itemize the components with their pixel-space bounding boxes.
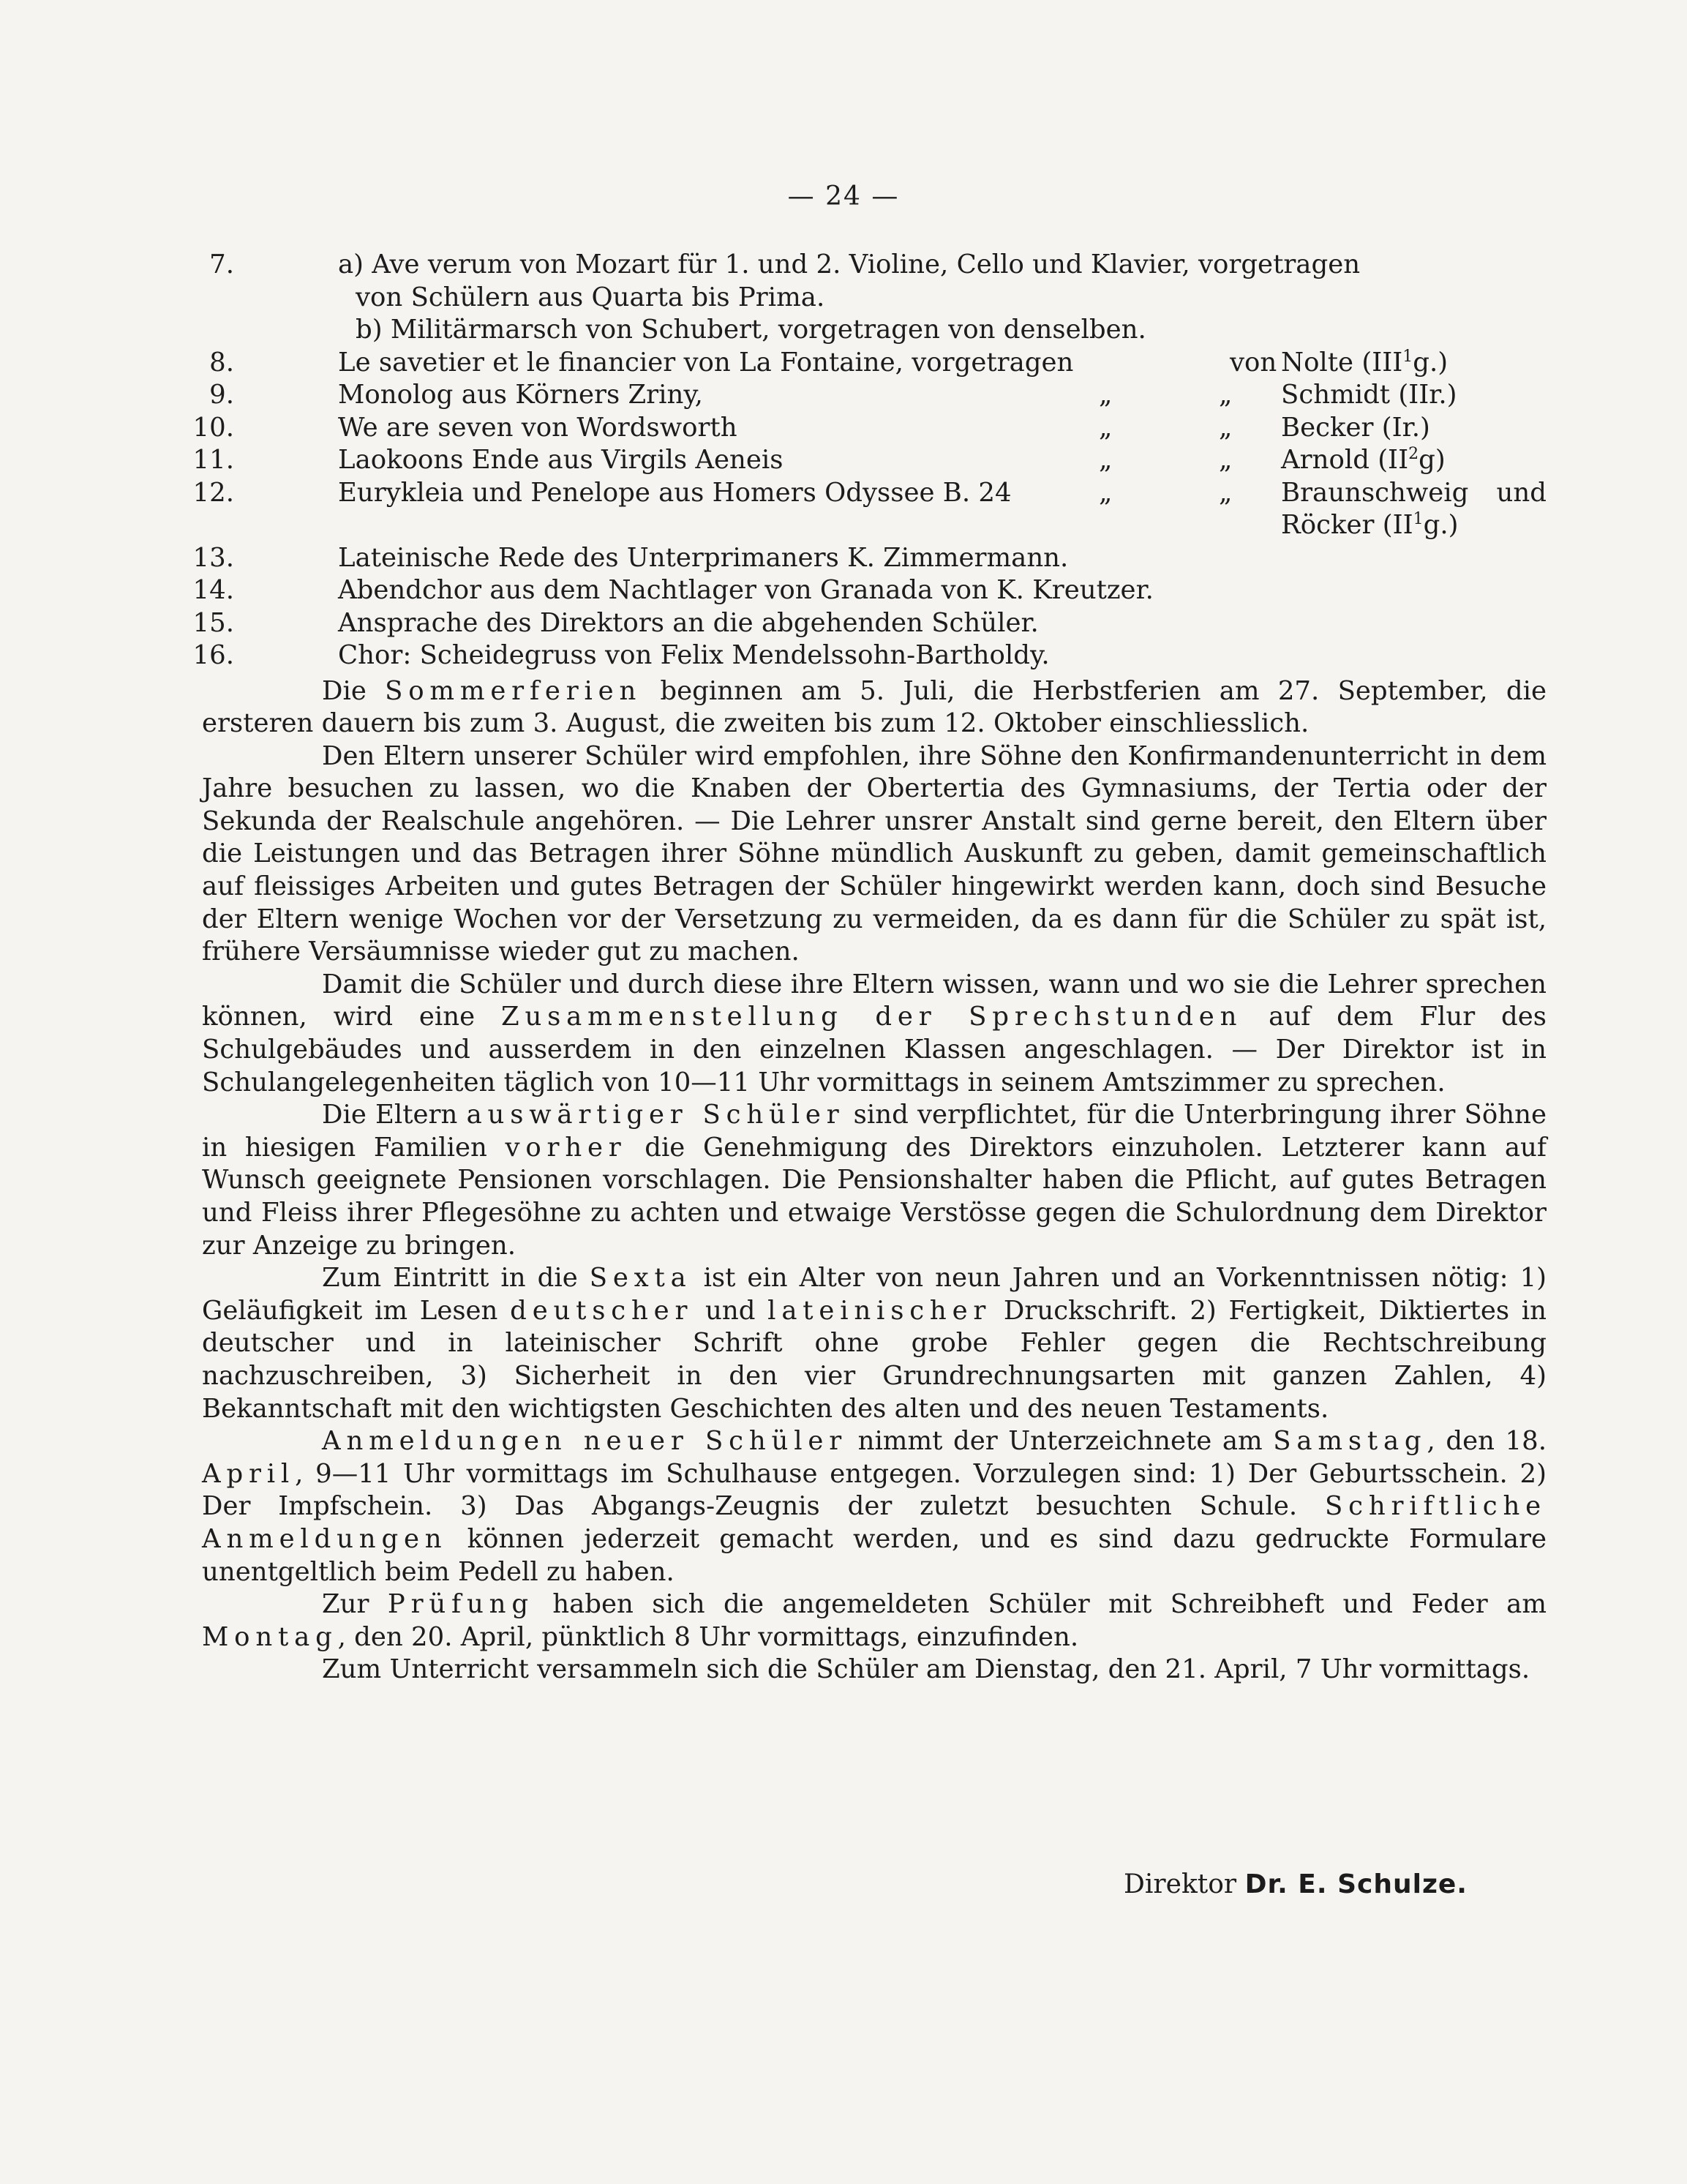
ditto-mark: „ — [1099, 445, 1113, 475]
item-title: We are seven von Wordsworth — [338, 412, 737, 443]
program-item-13 — [192, 542, 1547, 575]
program-item-15 — [192, 607, 1547, 640]
paragraph-exam: Zur Prüfung haben sich die angemeldeten Schüler mit Schreibheft und Feder am Montag, den 20. April, pünktlich 8 Uhr vormittags, einzufinden. — [202, 1589, 1547, 1652]
paragraph-confirmation: Den Eltern unserer Schüler wird empfohlen, ihre Söhne den Konfirmandenunterricht in dem Jahre besuchen zu lassen, wo die Knaben der Obertertia des Gymnasiums, der Tertia oder der Sekunda der Realschule angehören. — Die Lehrer unsrer Anstalt sind gerne bereit, den Eltern über die Leistungen und das Betragen ihrer Söhne mündlich Auskunft zu geben, damit gemeinschaftlich auf fleissiges Arbeiten und gutes Betragen der Schüler hingewirkt werden kann, doch sind Besuche der Eltern wenige Wochen vor der Versetzung zu vermeiden, da es dann für die Schüler zu spät ist, frühere Versäumnisse wieder gut zu machen. — [202, 740, 1547, 967]
ditto-mark: „ — [1219, 477, 1233, 508]
item-title: Laokoons Ende aus Virgils Aeneis — [338, 445, 784, 475]
item-number: 13. — [192, 542, 234, 573]
ditto-mark: „ — [1099, 477, 1113, 508]
item-number: 14. — [192, 575, 234, 605]
program-item-8 — [202, 347, 1547, 380]
item-number: 10. — [192, 412, 234, 443]
item-title: Ansprache des Direktors an die abgehenden Schüler. — [338, 607, 1039, 638]
paragraph-holidays: Die Sommerferien beginnen am 5. Juli, die Herbstferien am 27. September, die ersteren dauern bis zum 3. August, die zweiten bis zum 12. Oktober einschliesslich. — [202, 675, 1547, 739]
ditto-mark: „ — [1099, 380, 1113, 410]
program-item-9 — [202, 379, 1547, 412]
paragraph-external-pupils: Die Eltern auswärtiger Schüler sind verpflichtet, für die Unterbringung ihrer Söhne in hiesigen Familien vorher die Genehmigung des Direktors einzuholen. Letzterer kann auf Wunsch geeignete Pensionen vorschlagen. Die Pensionshalter haben die Pflicht, auf gutes Betragen und Fleiss ihrer Pflegesöhne zu achten und etwaige Verstösse gegen die Schulordnung dem Direktor zur Anzeige zu bringen. — [202, 1100, 1547, 1261]
ditto-mark: „ — [1099, 412, 1113, 443]
item-performer: Braunschweig — [1281, 477, 1469, 508]
item-performer-2: Röcker $(II^1g.)$ — [1281, 510, 1459, 540]
ditto-mark: „ — [1219, 445, 1233, 475]
item-performer: Becker (Ir.) — [1281, 412, 1430, 443]
program-item-14 — [192, 574, 1547, 607]
item-title: Monolog aus Körners Zriny, — [338, 380, 703, 410]
item-text-b: b) Militärmarsch von Schubert, vorgetragen von denselben. — [356, 315, 1146, 345]
item-number: 16. — [192, 640, 234, 670]
item-title: Chor: Scheidegruss von Felix Mendelssohn-Bartholdy. — [338, 640, 1050, 670]
program-item-7 — [202, 249, 1547, 314]
item-performer: Arnold $(II^2g)$ — [1281, 445, 1446, 475]
item-und: und — [1496, 477, 1547, 508]
program-item-16 — [192, 639, 1547, 672]
item-number: 8. — [209, 347, 234, 378]
paragraph-registration: Anmeldungen neuer Schüler nimmt der Unterzeichnete am Samstag, den 18. April, 9—11 Uhr vormittags im Schulhause entgegen. Vorzulegen sind: 1) Der Geburtsschein. 2) Der Impfschein. 3) Das Abgangs-Zeugnis der zuletzt besuchten Schule. Schriftliche Anmeldungen können jederzeit gemacht werden, und es sind dazu gedruckte Formulare unentgeltlich beim Pedell zu haben. — [202, 1426, 1547, 1587]
item-text-a-cont: von Schülern aus Quarta bis Prima. — [356, 282, 825, 312]
item-number: 12. — [192, 477, 234, 508]
program-list — [192, 249, 1547, 672]
page-number: — 24 — — [787, 181, 900, 211]
paragraph-classes-start: Zum Unterricht versammeln sich die Schüler am Dienstag, den 21. April, 7 Uhr vormittags. — [322, 1654, 1530, 1685]
item-number: 7. — [209, 249, 234, 279]
item-performer: Schmidt (IIr.) — [1281, 380, 1457, 410]
item-title: Abendchor aus dem Nachtlager von Granada von K. Kreutzer. — [338, 575, 1154, 605]
ditto-mark: „ — [1219, 412, 1233, 443]
page-body — [192, 249, 1547, 1686]
item-von: von — [1230, 347, 1277, 378]
item-performer: Nolte (III$^1$g.) — [1281, 347, 1449, 378]
signature-name: Dr. E. Schulze. — [1244, 1869, 1468, 1899]
program-item-11 — [192, 444, 1547, 477]
notices — [202, 675, 1547, 1686]
item-title: Le savetier et le financier von La Fontaine, vorgetragen — [338, 347, 1074, 378]
signature — [1124, 1869, 1468, 1899]
item-number: 9. — [209, 380, 234, 410]
item-title: Eurykleia und Penelope aus Homers Odyssee B. 24 — [338, 477, 1012, 508]
item-number: 11. — [192, 445, 234, 475]
program-item-7b — [202, 314, 1547, 347]
ditto-mark: „ — [1219, 380, 1233, 410]
item-title: Lateinische Rede des Unterprimaners K. Zimmermann. — [338, 542, 1069, 573]
item-text-a: a) Ave verum von Mozart für 1. und 2. Violine, Cello und Klavier, vorgetragen — [338, 249, 1361, 279]
signature-role: Direktor — [1124, 1869, 1237, 1899]
program-item-12 — [192, 477, 1547, 542]
paragraph-admission: Zum Eintritt in die Sexta ist ein Alter von neun Jahren und an Vorkenntnissen nötig: 1) Geläufigkeit im Lesen deutscher und lateinischer Druckschrift. 2) Fertigkeit, Diktiertes in deutscher und in lateinischer Schrift ohne grobe Fehler gegen die Rechtschreibung nachzuschreiben, 3) Sicherheit in den vier Grundrechnungsarten mit ganzen Zahlen, 4) Bekanntschaft mit den wichtigsten Geschichten des alten und des neuen Testaments. — [202, 1263, 1547, 1424]
program-item-10 — [192, 412, 1547, 445]
item-number: 15. — [192, 607, 234, 638]
paragraph-office-hours: Damit die Schüler und durch diese ihre Eltern wissen, wann und wo sie die Lehrer sprechen können, wird eine Zusammenstellung der Sprechstunden auf dem Flur des Schulgebäudes und ausserdem in den einzelnen Klassen angeschlagen. — Der Direktor ist in Schulangelegenheiten täglich von 10—11 Uhr vormittags in seinem Amtszimmer zu sprechen. — [202, 969, 1547, 1097]
